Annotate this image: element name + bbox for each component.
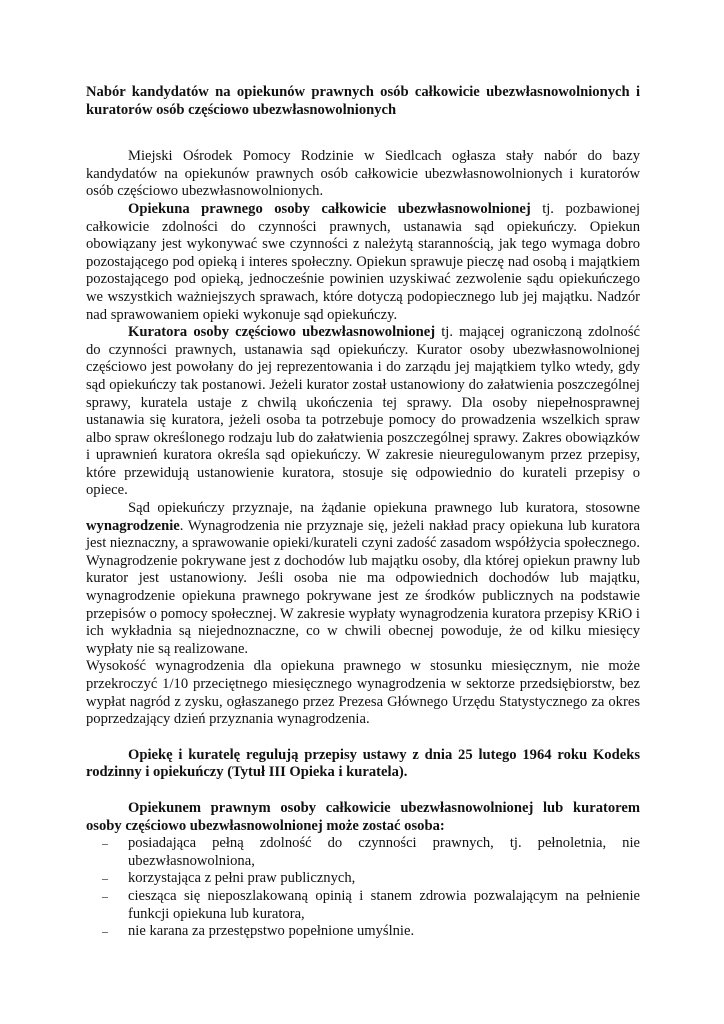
guardian-text: tj. pozbawionej całkowicie zdolności do czynności prawnych, ustanawia sąd opiekuńczy. Opiekun obowiązany jest wykonywać swe czynności z należytą starannością, jak tego wymaga dobro pozostającego pod opieką i interes społeczny. Opiekun sprawuje pieczę nad osobą i majątkiem pozostającego pod opieką, jednocześnie powinien uzyskiwać zezwolenie sądu opiekuńczego we wszystkich ważniejszych sprawach, które dotyczą podopiecznego lub jej majątku. Nadzór nad sprawowaniem opieki wykonuje sąd opiekuńczy. <box>86 200 641 323</box>
eligibility-heading: Opiekunem prawnym osoby całkowicie ubezwłasnowolnionej lub kuratorem osoby częściowo ubezwłasnowolnionej może zostać osoba: <box>86 799 640 834</box>
intro-paragraph: Miejski Ośrodek Pomocy Rodzinie w Siedlcach ogłasza stały nabór do bazy kandydatów na opiekunów prawnych osób całkowicie ubezwłasnowolnionych i kuratorów osób częściowo ubezwłasnowolnionych. <box>86 148 640 200</box>
curator-term: Kuratora osoby częściowo ubezwłasnowolnionej <box>128 324 436 341</box>
curator-text: tj. mającej ograniczoną zdolność do czynności prawnych, ustanawia sąd opiekuńczy. Kurator osoby ubezwłasnowolnionej częściowo jest powołany do jej reprezentowania i do zarządu jej majątkiem tylko wtedy, gdy sąd opiekuńczy tak postanowi. Jeżeli kurator został ustanowiony do załatwienia poszczególnej sprawy, kuratela ustaje z chwilą ukończenia tej sprawy. Dla osoby niepełnosprawnej ustanawia się kuratora, jeżeli osoba ta potrzebuje pomocy do prowadzenia wszelkich spraw albo spraw określonego rodzaju lub do załatwienia poszczególnej sprawy. Zakres obowiązków i uprawnień kuratora określa sąd opiekuńczy. W zakresie nieuregulowanym przez przepisy, które przewidują ustanowienie kuratora, stosuje się odpowiednio do kurateli przepisy o opiece. <box>86 324 640 499</box>
list-item <box>86 870 640 888</box>
dash-bullet-icon: – <box>102 871 108 886</box>
list-item <box>86 923 640 941</box>
list-item <box>86 835 640 870</box>
list-item-text: posiadająca pełną zdolność do czynności prawnych, tj. pełnoletnia, nie ubezwłasnowolniona, <box>128 835 640 869</box>
dash-bullet-icon: – <box>102 836 108 851</box>
dash-bullet-icon: – <box>102 924 108 939</box>
spacer <box>86 729 640 747</box>
remuneration-lead: Sąd opiekuńczy przyznaje, na żądanie opiekuna prawnego lub kuratora, stosowne <box>128 500 640 517</box>
list-item-text: ciesząca się nieposzlakowaną opinią i stanem zdrowia pozwalającym na pełnienie funkcji opiekuna lub kuratora, <box>128 887 640 922</box>
document-page <box>86 84 640 941</box>
remuneration-paragraph <box>86 500 640 658</box>
dash-bullet-icon: – <box>102 888 108 903</box>
curator-paragraph <box>86 324 640 500</box>
law-reference: Opiekę i kuratelę regulują przepisy ustawy z dnia 25 lutego 1964 roku Kodeks rodzinny i opiekuńczy (Tytuł III Opieka i kuratela). <box>86 746 640 781</box>
eligibility-list <box>86 835 640 941</box>
spacer <box>86 782 640 800</box>
document-title: Nabór kandydatów na opiekunów prawnych osób całkowicie ubezwłasnowolnionych i kuratorów osób częściowo ubezwłasnowolnionych <box>86 84 640 118</box>
remuneration-text: . Wynagrodzenia nie przyznaje się, jeżeli nakład pracy opiekuna lub kuratora jest nieznaczny, a sprawowanie opieki/kurateli czyni zadość zasadom współżycia społecznego. Wynagrodzenie pokrywane jest z dochodów lub majątku osoby, dla której opiekun prawny lub kurator jest ustanowiony. Jeśli osoba nie ma odpowiednich dochodów lub majątku, wynagrodzenie opiekuna prawnego pokrywane jest ze środków publicznych na podstawie przepisów o pomocy społecznej. W zakresie wypłaty wynagrodzenia kuratora przepisy KRiO i ich wykładnia są niejednoznaczne, co w chwili obecnej powoduje, że od kilku miesięcy wypłaty nie są realizowane. <box>86 517 640 657</box>
list-item-text: korzystająca z pełni praw publicznych, <box>128 870 356 887</box>
guardian-paragraph <box>86 201 640 324</box>
remuneration-term: wynagrodzenie <box>86 517 180 534</box>
guardian-term: Opiekuna prawnego osoby całkowicie ubezwłasnowolnionej <box>128 200 531 217</box>
list-item-text: nie karana za przestępstwo popełnione umyślnie. <box>128 923 415 940</box>
amount-paragraph: Wysokość wynagrodzenia dla opiekuna prawnego w stosunku miesięcznym, nie może przekroczyć 1/10 przeciętnego miesięcznego wynagrodzenia w sektorze przedsiębiorstw, bez wypłat nagród z zysku, ogłaszanego przez Prezesa Głównego Urzędu Statystycznego za okres poprzedzający dzień przyznania wynagrodzenia. <box>86 658 640 728</box>
list-item <box>86 888 640 923</box>
